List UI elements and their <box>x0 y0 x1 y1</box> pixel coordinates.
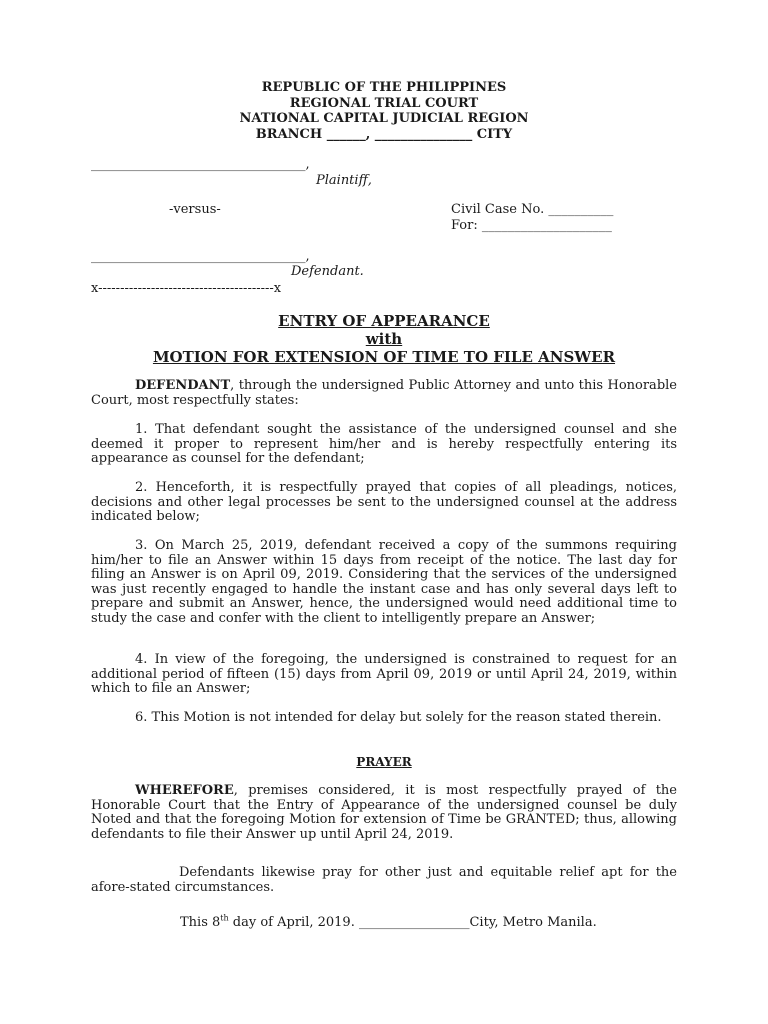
paragraph-4-text: 4. In view of the foregoing, the undersigned is constrained to request for an additional period of fifteen (15) days from April 09, 2019 or until April 24, 2019, within which to file an Answer; <box>91 652 677 696</box>
closing-date-line <box>180 915 597 930</box>
plaintiff-blank: _________________________________, <box>91 157 310 172</box>
paragraph-1 <box>91 423 677 467</box>
header-branch: BRANCH ______, _______________ CITY <box>255 126 513 142</box>
title-entry-of-appearance: ENTRY OF APPEARANCE <box>278 312 490 330</box>
header-region: NATIONAL CAPITAL JUDICIAL REGION <box>239 111 529 126</box>
paragraph-6 <box>91 711 677 726</box>
defendant-label: Defendant. <box>291 264 364 279</box>
closing-post: day of April, 2019. _________________City, Metro Manila. <box>228 915 597 930</box>
case-for: For: ____________________ <box>451 218 612 233</box>
title-motion: MOTION FOR EXTENSION OF TIME TO FILE ANSWER <box>152 348 616 366</box>
court-header <box>0 80 768 142</box>
title-with: with <box>365 330 403 348</box>
paragraph-6-text: 6. This Motion is not intended for delay but solely for the reason stated therein. <box>135 710 662 725</box>
paragraph-3 <box>91 539 677 626</box>
closing-sup: th <box>220 913 229 923</box>
paragraph-1-text: 1. That defendant sought the assistance of the undersigned counsel and she deemed it proper to represent him/her and is hereby respectfully entering its appearance as counsel for the defendant; <box>91 422 677 466</box>
intro-defendant-bold: DEFENDANT <box>135 378 231 393</box>
civil-case-number: Civil Case No. __________ <box>451 202 614 217</box>
versus-label: -versus- <box>169 202 221 217</box>
wherefore-bold: WHEREFORE <box>135 783 234 798</box>
prayer-heading: PRAYER <box>356 755 412 769</box>
paragraph-2 <box>91 481 677 525</box>
closing-pre: This 8 <box>180 915 221 930</box>
wherefore-paragraph <box>91 784 677 842</box>
paragraph-3-text: 3. On March 25, 2019, defendant received a copy of the summons requiring him/her to file an Answer within 15 days from receipt of the notice. The last day for filing an Answer is on April 09, 2019. Considering that the services of the undersigned was just recently engaged to handle the instant case and has only several days left to prepare and submit an Answer, hence, the undersigned would need additional time to study the case and confer with the client to intelligently prepare an Answer; <box>91 538 677 626</box>
defendant-blank: _________________________________, <box>91 249 310 264</box>
caption-x-line: x----------------------------------------x <box>91 281 282 296</box>
relief-text: Defendants likewise pray for other just and equitable relief apt for the afore-stated circumstances. <box>91 865 677 895</box>
intro-text: , through the undersigned Public Attorney and unto this Honorable Court, most respectfully states: <box>91 378 677 408</box>
paragraph-4 <box>91 653 677 697</box>
header-court: REGIONAL TRIAL COURT <box>289 95 479 111</box>
header-republic: REPUBLIC OF THE PHILIPPINES <box>261 80 507 95</box>
wherefore-text: , premises considered, it is most respectfully prayed of the Honorable Court that the Entry of Appearance of the undersigned counsel be duly Noted and that the foregoing Motion for extension of Time be GRANTED; thus, allowing defendants to file their Answer up until April 24, 2019. <box>91 783 677 842</box>
intro-paragraph <box>91 379 677 408</box>
relief-paragraph <box>91 866 677 895</box>
plaintiff-label: Plaintiff, <box>316 173 372 188</box>
paragraph-2-text: 2. Henceforth, it is respectfully prayed that copies of all pleadings, notices, decisions and other legal processes be sent to the undersigned counsel at the address indicated below; <box>91 480 677 524</box>
